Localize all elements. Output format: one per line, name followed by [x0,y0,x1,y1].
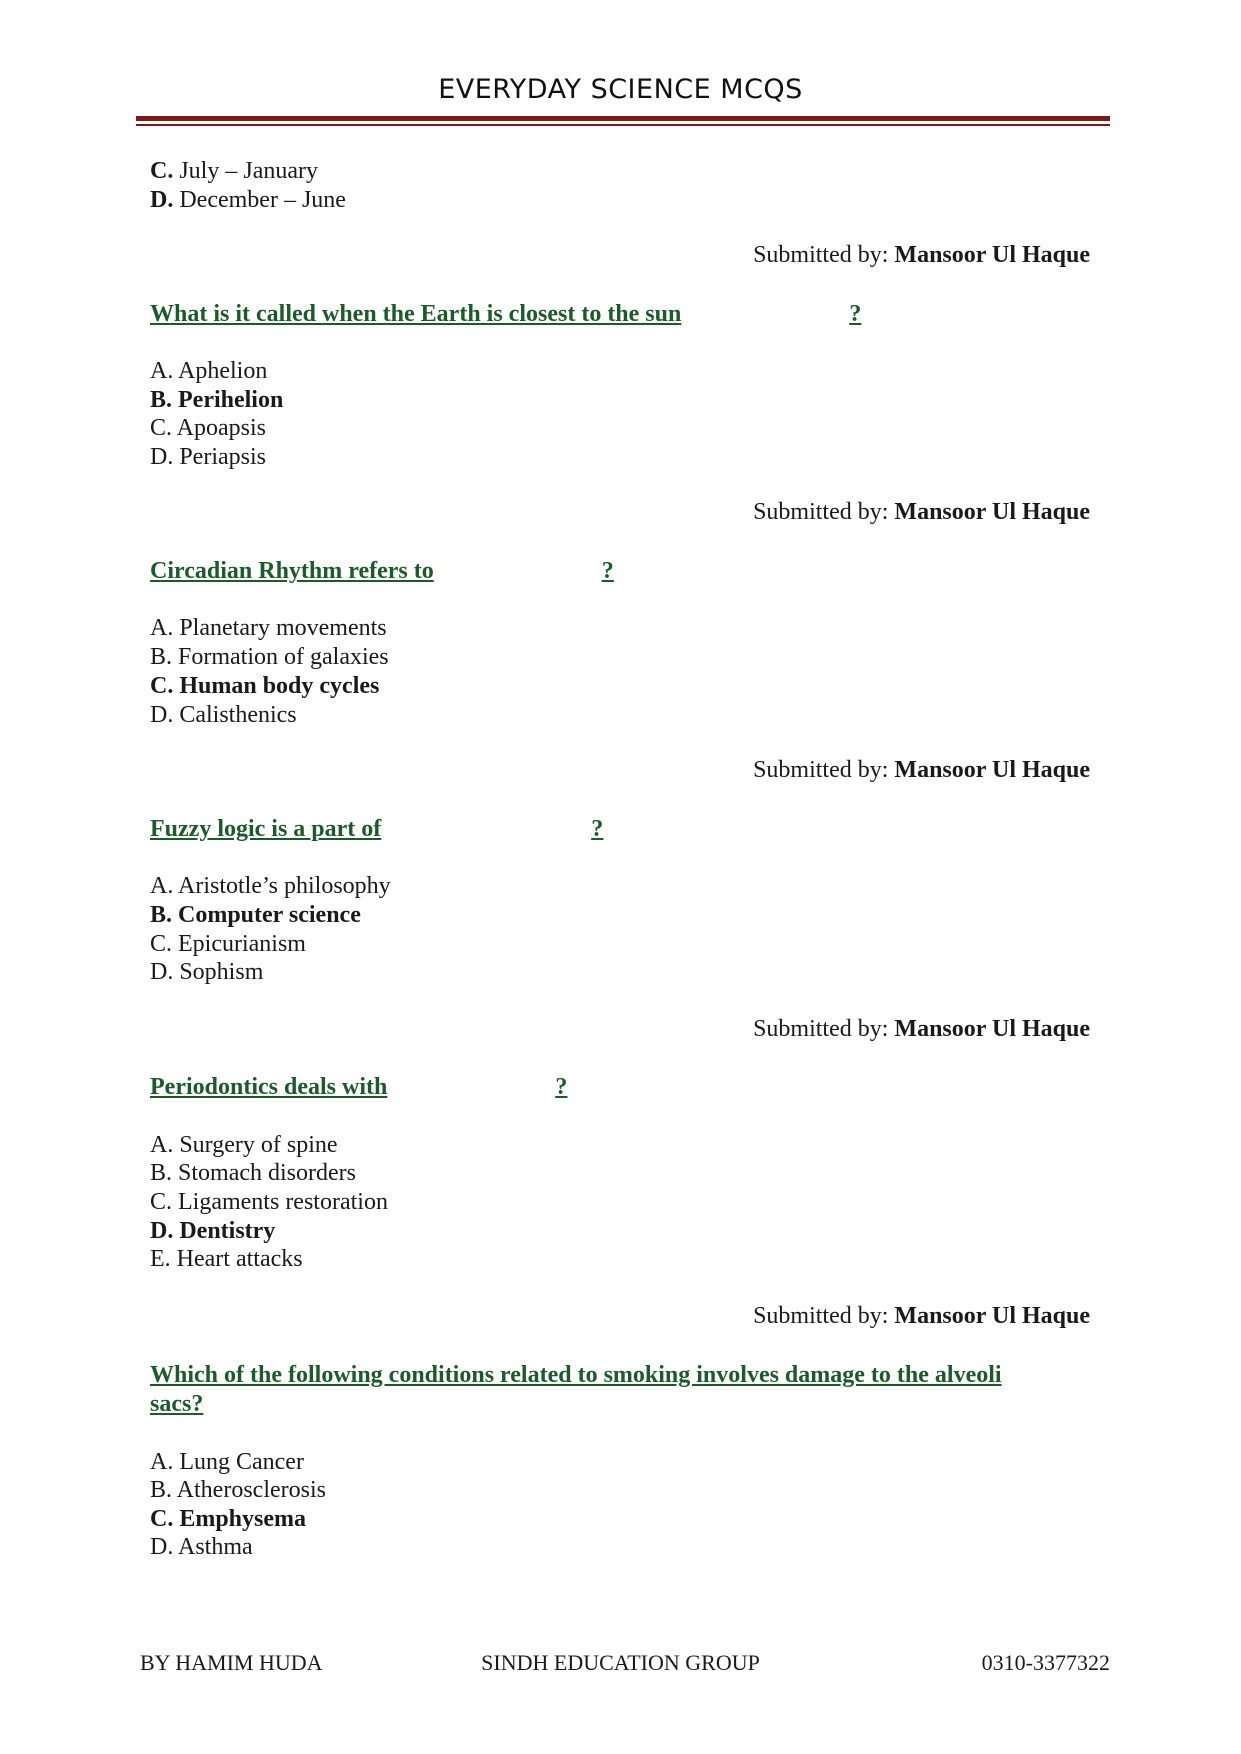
option-c: C. Apoapsis [150,415,267,441]
question-heading: Circadian Rhythm refers to ? [150,558,614,584]
option-c-correct: C. Human body cycles [150,673,380,699]
header-rule-thin [136,124,1110,126]
option-e: E. Heart attacks [150,1246,303,1272]
question-heading: Periodontics deals with ? [150,1074,568,1100]
option-c: C. Epicurianism [150,931,306,957]
footer-group: SINDH EDUCATION GROUP [481,1650,760,1675]
option-a: A. Lung Cancer [150,1449,304,1475]
option-c-carryover: C. July – January [150,158,318,184]
option-d: D. Asthma [150,1534,253,1560]
question-heading: What is it called when the Earth is closest to the sun ? [150,301,862,327]
submitted-by: Submitted by: Mansoor Ul Haque [753,1016,1090,1042]
submitted-by: Submitted by: Mansoor Ul Haque [753,499,1090,525]
option-c: C. Ligaments restoration [150,1189,388,1215]
option-b: B. Atherosclerosis [150,1477,326,1503]
question-heading-cont: sacs? [150,1391,204,1417]
question-heading: Which of the following conditions related to smoking involves damage to the alveoli [150,1362,1002,1388]
submitted-by: Submitted by: Mansoor Ul Haque [753,1303,1090,1329]
option-b-correct: B. Computer science [150,902,361,928]
footer-author: BY HAMIM HUDA [140,1650,323,1675]
question-heading: Fuzzy logic is a part of ? [150,816,604,842]
header-rule [136,116,1110,121]
option-a: A. Aristotle’s philosophy [150,873,391,899]
option-a: A. Aphelion [150,358,268,384]
footer-phone: 0310-3377322 [981,1650,1110,1675]
option-d-carryover: D. December – June [150,187,346,213]
option-d: D. Sophism [150,959,264,985]
page-header-title: EVERYDAY SCIENCE MCQS [438,74,803,105]
option-b: B. Formation of galaxies [150,644,389,670]
option-a: A. Surgery of spine [150,1132,338,1158]
option-d: D. Calisthenics [150,702,297,728]
option-b: B. Stomach disorders [150,1160,356,1186]
submitted-by: Submitted by: Mansoor Ul Haque [753,242,1090,268]
option-d-correct: D. Dentistry [150,1218,276,1244]
option-a: A. Planetary movements [150,615,387,641]
option-b-correct: B. Perihelion [150,387,284,413]
option-c-correct: C. Emphysema [150,1506,307,1532]
option-d: D. Periapsis [150,444,266,470]
submitted-by: Submitted by: Mansoor Ul Haque [753,757,1090,783]
